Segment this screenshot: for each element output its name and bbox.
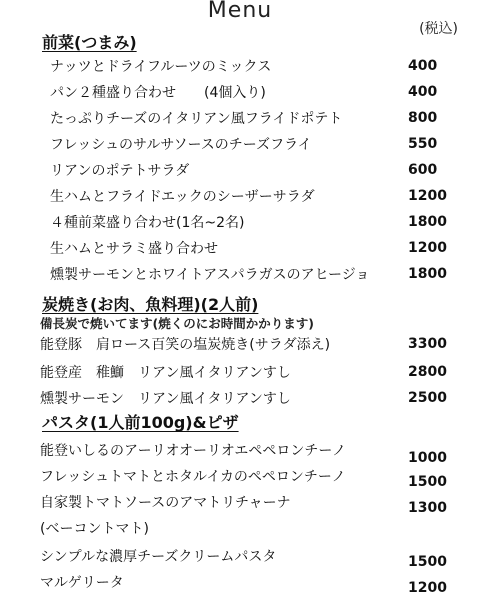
menu-item-price: 1200 (408, 240, 447, 256)
menu-item-name: 燻製サーモンとホワイトアスパラガスのアヒージョ (50, 267, 370, 283)
menu-item-name: パン２種盛り合わせ (4個入り) (50, 85, 266, 101)
menu-item-name: 生ハムとフライドエックのシーザーサラダ (50, 189, 315, 205)
menu-item-name: ナッツとドライフルーツのミックス (50, 59, 272, 75)
menu-item-name: シンプルな濃厚チーズクリームパスタ (40, 549, 277, 565)
menu-item-name: ４種前菜盛り合わせ(1名~2名) (50, 215, 245, 231)
menu-item-name: 能登いしるのアーリオオーリオエペペロンチーノ (40, 443, 347, 459)
menu-item-name: たっぷりチーズのイタリアン風フライドポテト (50, 111, 343, 127)
tax-note: (税込) (419, 21, 458, 37)
menu-item-price: 2500 (408, 390, 447, 406)
menu-item-price: 1500 (408, 554, 447, 570)
menu-item-name: 生ハムとサラミ盛り合わせ (50, 241, 218, 257)
menu-item-price: 800 (408, 110, 438, 126)
menu-item-price: 1200 (408, 580, 447, 596)
menu-item-price: 600 (408, 162, 438, 178)
section-heading-appetizers: 前菜(つまみ) (42, 33, 137, 52)
section-heading-charcoal: 炭焼き(お肉、魚料理)(2人前) (42, 295, 259, 314)
menu-item-name: リアンのポテトサラダ (50, 163, 190, 179)
menu-item-name: 燻製サーモン リアン風イタリアンすし (40, 391, 291, 407)
menu-item-price: 550 (408, 136, 438, 152)
menu-item-price: 1800 (408, 214, 447, 230)
menu-item-price: 1300 (408, 500, 447, 516)
section-heading-pasta: パスタ(1人前100g)&ピザ (42, 413, 239, 432)
section-note: 備長炭で焼いてます(焼くのにお時間かかります) (40, 316, 314, 331)
menu-item-price: 1200 (408, 188, 447, 204)
menu-item-price: 2800 (408, 364, 447, 380)
page-title: Menu (207, 0, 273, 23)
menu-item-name: 能登産 稚鰤 リアン風イタリアンすし (40, 365, 291, 381)
menu-item-name: マルゲリータ (40, 575, 124, 591)
menu-item-price: 3300 (408, 336, 447, 352)
menu-item-price: 1800 (408, 266, 447, 282)
menu-item-name: フレッシュのサルサソースのチーズフライ (50, 137, 312, 153)
menu-item-price: 1000 (408, 450, 447, 466)
menu-item-price: 1500 (408, 474, 447, 490)
menu-item-name: 能登豚 肩ロース百笑の塩炭焼き(サラダ添え) (40, 337, 331, 353)
menu-item-name: 自家製トマトソースのアマトリチャーナ (40, 495, 291, 511)
menu-item-name: (ベーコントマト) (40, 521, 149, 537)
menu-item-price: 400 (408, 84, 438, 100)
menu-item-name: フレッシュトマトとホタルイカのペペロンチーノ (40, 469, 346, 485)
menu-item-price: 400 (408, 58, 438, 74)
